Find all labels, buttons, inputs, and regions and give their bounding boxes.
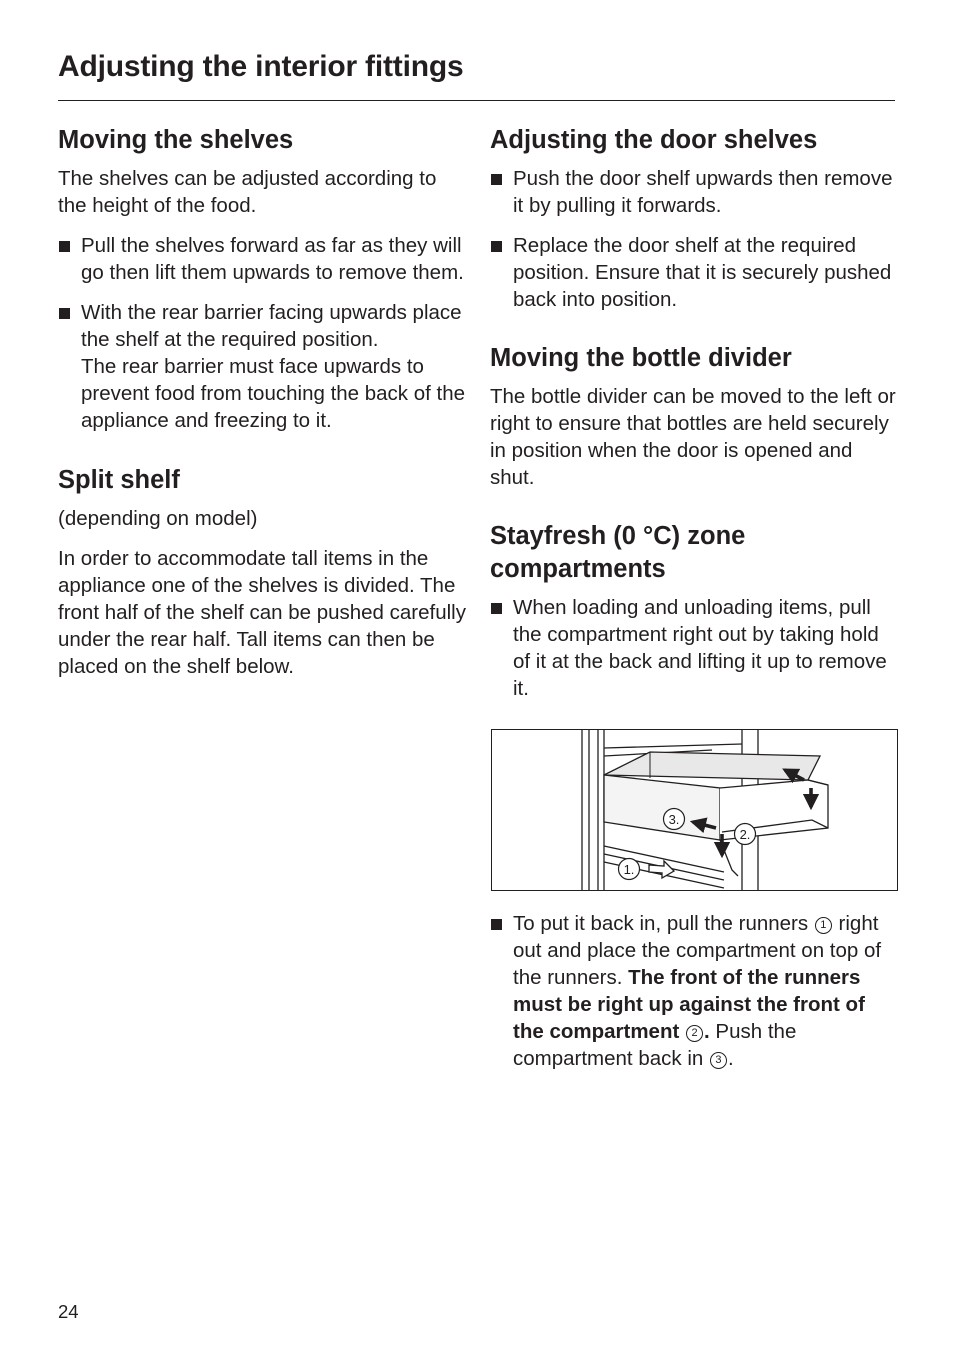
stayfresh-bullet-2-text: . bbox=[727, 1047, 734, 1070]
step-2-label: 2. bbox=[739, 827, 751, 842]
title-divider bbox=[58, 100, 895, 101]
step-2-number: 2 bbox=[686, 1025, 703, 1042]
moving-shelves-intro: The shelves can be adjusted according to the height of the food. bbox=[58, 167, 437, 217]
square-bullet-icon bbox=[491, 241, 502, 252]
list-item bbox=[490, 232, 900, 313]
stayfresh-bullet-2-emphasis-end: . bbox=[704, 1020, 710, 1043]
list-item bbox=[58, 232, 468, 286]
list-item bbox=[490, 165, 900, 219]
door-shelves-bullet-2: Replace the door shelf at the required position. Ensure that it is securely pushed back into position. bbox=[513, 234, 892, 311]
square-bullet-icon bbox=[59, 241, 70, 252]
moving-shelves-bullet-2: With the rear barrier facing upwards place the shelf at the required position. bbox=[81, 301, 462, 351]
stayfresh-bullet-2-emphasis: The front of the runners must be right up against the front of the compartment bbox=[513, 966, 865, 1043]
square-bullet-icon bbox=[491, 174, 502, 185]
step-1-number: 1 bbox=[815, 917, 832, 934]
door-shelves-list bbox=[490, 165, 900, 313]
moving-shelves-bullet-1: Pull the shelves forward as far as they will go then lift them upwards to remove them. bbox=[81, 234, 464, 284]
moving-shelves-bullet-2-note: The rear barrier must face upwards to prevent food from touching the back of the appliance and freezing to it. bbox=[81, 355, 466, 432]
moving-shelves-list bbox=[58, 232, 468, 434]
page-title: Adjusting the interior fittings bbox=[58, 50, 464, 83]
stayfresh-continued bbox=[490, 910, 900, 1072]
bottle-divider-heading: Moving the bottle divider bbox=[490, 344, 792, 372]
stayfresh-bullet-2-text: right out and place the compartment on top of the runners. bbox=[513, 912, 882, 989]
split-shelf-heading: Split shelf bbox=[58, 466, 180, 494]
stayfresh-heading: Stayfresh (0 °C) zone compartments bbox=[490, 522, 746, 583]
door-shelves-bullet-1: Push the door shelf upwards then remove it by pulling it forwards. bbox=[513, 167, 893, 217]
left-column bbox=[58, 124, 468, 680]
stayfresh-bullet-2-text: To put it back in, pull the runners bbox=[513, 912, 809, 935]
stayfresh-list-1 bbox=[490, 594, 900, 702]
list-item bbox=[490, 910, 900, 1072]
list-item bbox=[490, 594, 900, 702]
split-shelf-body: In order to accommodate tall items in the appliance one of the shelves is divided. The front half of the shelf can be pushed carefully under the rear half. Tall items can then be placed on the shelf below. bbox=[58, 547, 466, 678]
split-shelf-note: (depending on model) bbox=[58, 507, 258, 530]
bottle-divider-body: The bottle divider can be moved to the left or right to ensure that bottles are held securely in position when the door is opened and shut. bbox=[490, 385, 896, 489]
square-bullet-icon bbox=[59, 308, 70, 319]
list-item bbox=[58, 299, 468, 434]
stayfresh-list-2 bbox=[490, 910, 900, 1072]
right-column bbox=[490, 124, 900, 702]
moving-shelves-heading: Moving the shelves bbox=[58, 126, 294, 154]
page-number: 24 bbox=[58, 1301, 79, 1322]
stayfresh-bullet-1: When loading and unloading items, pull the compartment right out by taking hold of it at the back and lifting it up to remove it. bbox=[513, 596, 887, 700]
stayfresh-bullet-2-text: Push the compartment back in bbox=[513, 1020, 797, 1070]
step-3-number: 3 bbox=[710, 1052, 727, 1069]
stayfresh-compartment-illustration bbox=[491, 729, 898, 891]
door-shelves-heading: Adjusting the door shelves bbox=[490, 126, 818, 154]
square-bullet-icon bbox=[491, 603, 502, 614]
compartment-drawing bbox=[492, 730, 897, 890]
step-3-label: 3. bbox=[668, 812, 680, 827]
square-bullet-icon bbox=[491, 919, 502, 930]
step-1-label: 1. bbox=[623, 862, 635, 877]
